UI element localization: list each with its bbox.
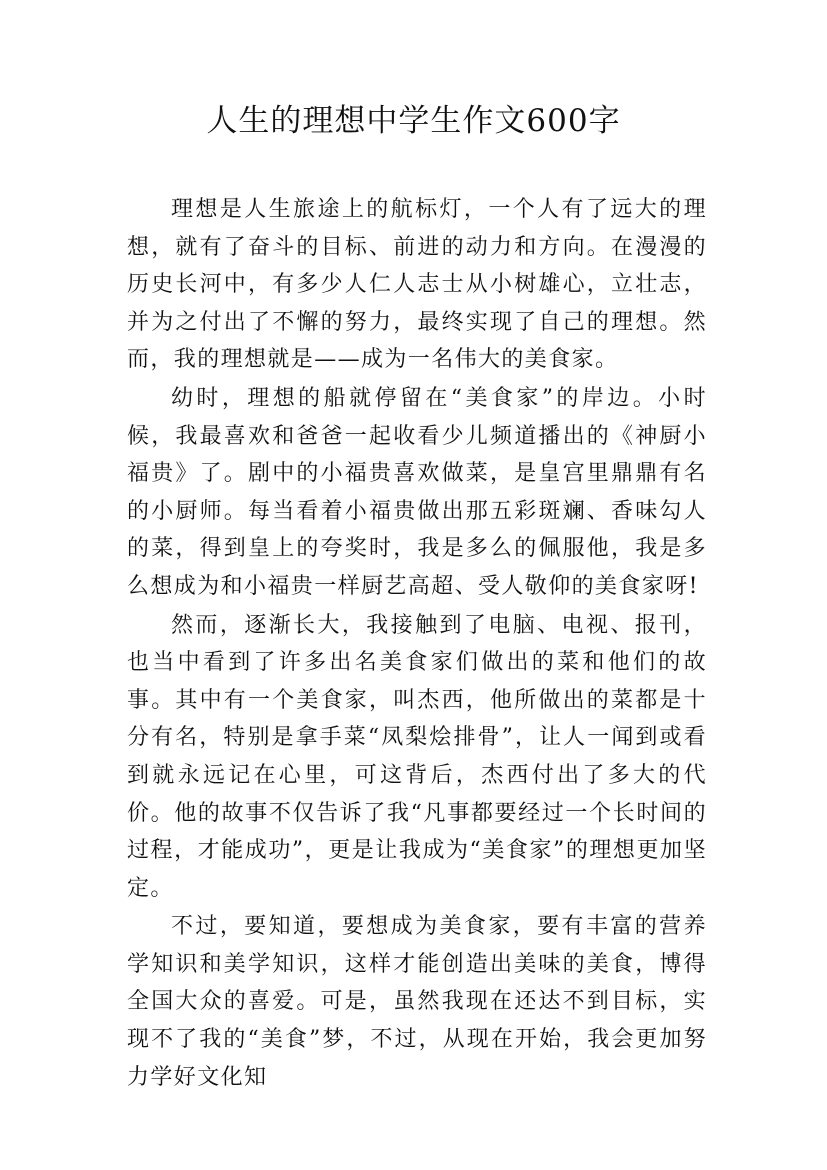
paragraph-2: 幼时，理想的船就停留在“美食家”的岸边。小时候，我最喜欢和爸爸一起收看少儿频道播出的《神厨小福贵》了。剧中的小福贵喜欢做菜，是皇宫里鼎鼎有名的小厨师。每当看着小福贵做出那五彩斑斓、香味勾人的菜，得到皇上的夸奖时，我是多么的佩服他，我是多么想成为和小福贵一样厨艺高超、受人敬仰的美食家呀! xyxy=(127,385,707,599)
document-body xyxy=(127,191,707,1096)
paragraph-1: 理想是人生旅途上的航标灯，一个人有了远大的理想，就有了奋斗的目标、前进的动力和方向。在漫漫的历史长河中，有多少人仁人志士从小树雄心，立壮志，并为之付出了不懈的努力，最终实现了自己的理想。然而，我的理想就是——成为一名伟大的美食家。 xyxy=(127,197,707,373)
paragraph-4: 不过，要知道，要想成为美食家，要有丰富的营养学知识和美学知识，这样才能创造出美味的美食，博得全国大众的喜爱。可是，虽然我现在还达不到目标，实现不了我的“美食”梦，不过，从现在开始，我会更加努力学好文化知 xyxy=(127,914,707,1090)
paragraph-3: 然而，逐渐长大，我接触到了电脑、电视、报刊，也当中看到了许多出名美食家们做出的菜和他们的故事。其中有一个美食家，叫杰西，他所做出的菜都是十分有名，特别是拿手菜“凤梨烩排骨”，让人一闻到或看到就永远记在心里，可这背后，杰西付出了多大的代价。他的故事不仅告诉了我“凡事都要经过一个长时间的过程，才能成功”，更是让我成为“美食家”的理想更加坚定。 xyxy=(127,612,707,901)
document-title: 人生的理想中学生作文600字 xyxy=(206,103,621,139)
